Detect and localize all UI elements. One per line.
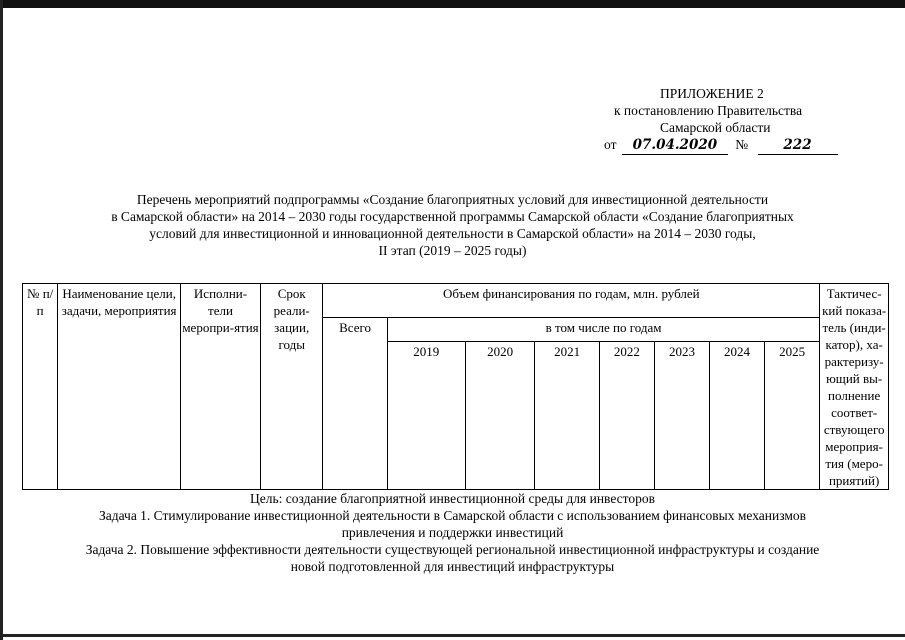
header-executors: Исполни-тели меропри-ятия	[180, 284, 260, 490]
header-year-2023: 2023	[654, 342, 709, 490]
header-period: Срок реали-зации, годы	[261, 284, 323, 490]
appendix-region-line: Самарской области	[660, 120, 771, 135]
header-year-2020: 2020	[465, 342, 535, 490]
document-title-line-1: Перечень мероприятий подпрограммы «Создание благоприятных условий для инвестиционной деятельности	[136, 192, 769, 207]
document-title-line-2: в Самарской области» на 2014 – 2030 годы государственной программы Самарской области «Создание благоприятных	[111, 209, 794, 224]
goal-line: Цель: создание благоприятной инвестиционной среды для инвесторов	[249, 491, 656, 506]
appendix-title: ПРИЛОЖЕНИЕ 2	[660, 86, 764, 101]
task-1-line-1: Задача 1. Стимулирование инвестиционной деятельности в Самарской области с использованием финансовых механизмов	[98, 508, 807, 523]
measures-table	[22, 283, 889, 490]
appendix-date-number-row	[604, 136, 854, 155]
header-year-2021: 2021	[535, 342, 599, 490]
header-year-2025: 2025	[765, 342, 820, 490]
number-prefix: №	[735, 137, 749, 152]
scan-bottom-border	[0, 634, 905, 637]
handwritten-number: 222	[758, 137, 838, 155]
header-funding: Объем финансирования по годам, млн. рублей	[323, 284, 820, 318]
header-year-2019: 2019	[387, 342, 465, 490]
header-indicator: Тактичес-кий показа-тель (инди-катор), ха-рактеризу-ющий вы-полнение соответ-ствующего мероприя-тия (меро-приятий)	[820, 284, 889, 490]
appendix-resolution-line: к постановлению Правительства	[614, 103, 803, 118]
header-name: Наименование цели, задачи, мероприятия	[58, 284, 181, 490]
task-2-line-2: новой подготовленной для инвестиций инфраструктуры	[290, 559, 615, 574]
header-total: Всего	[323, 318, 387, 490]
header-number: № п/п	[23, 284, 58, 490]
header-year-2022: 2022	[599, 342, 654, 490]
date-prefix: от	[604, 137, 617, 152]
document-title-line-3: условий для инвестиционной и инновационной деятельности в Самарской области» на 2014 – 2030 годы,	[149, 226, 756, 241]
header-by-years: в том числе по годам	[387, 318, 819, 342]
document-title-line-4: II этап (2019 – 2025 годы)	[378, 243, 527, 258]
header-year-2024: 2024	[710, 342, 765, 490]
handwritten-date: 07.04.2020	[622, 137, 728, 155]
scan-top-border	[0, 0, 905, 8]
task-1-line-2: привлечения и поддержки инвестиций	[341, 525, 564, 540]
task-2-line-1: Задача 2. Повышение эффективности деятельности существующей региональной инвестиционной инфраструктуры и создание	[85, 542, 820, 557]
